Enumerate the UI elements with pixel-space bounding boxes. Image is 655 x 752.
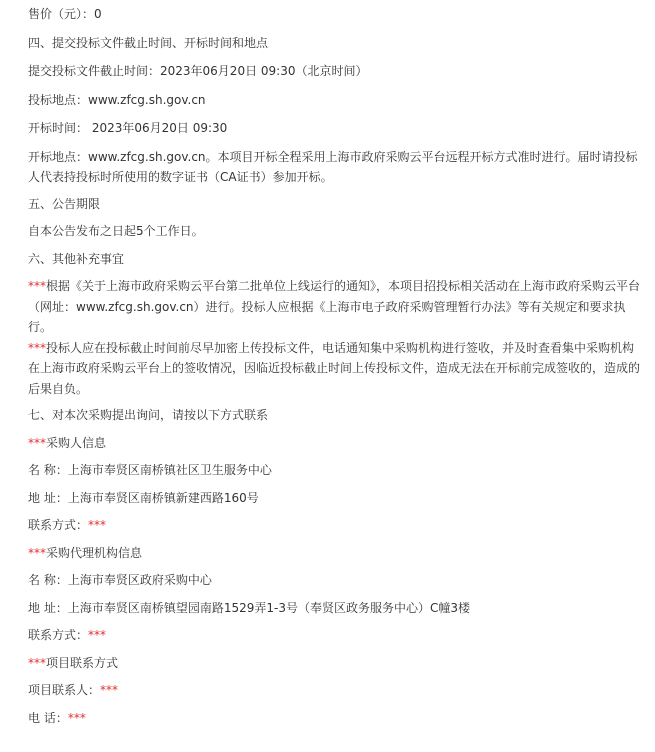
bid-location-line: 投标地点：www.zfcg.sh.gov.cn <box>28 92 206 107</box>
purchaser-info-heading: ***采购人信息 <box>28 435 107 450</box>
agency-address-line: 地 址：上海市奉贤区南桥镇望园南路1529弄1-3号（奉贤区政务服务中心）C幢3楼 <box>28 600 470 615</box>
purchaser-address-line: 地 址：上海市奉贤区南桥镇新建西路160号 <box>28 490 259 505</box>
purchaser-contact-line: 联系方式：*** <box>28 518 107 532</box>
section-heading-inquiry: 七、对本次采购提出询问，请按以下方式联系 <box>28 408 269 422</box>
section-heading-other-matters: 六、其他补充事宜 <box>28 251 125 266</box>
redacted-value: *** <box>100 683 119 697</box>
purchaser-name-line: 名 称：上海市奉贤区南桥镇社区卫生服务中心 <box>28 463 272 477</box>
section-heading-notice-period: 五、公告期限 <box>28 196 101 211</box>
project-contact-heading: ***项目联系方式 <box>28 655 119 670</box>
redacted-marker: *** <box>28 340 46 355</box>
upload-notice-paragraph: ***投标人应在投标截止时间前尽早加密上传投标文件，电话通知集中采购机构进行签收，并及时查看集中采购机构在上海市政府采购云平台上的签收情况，因临近投标截止时间上传投标文件，造成无法在开标前完成签收的，造成的后果自负。 <box>28 340 641 396</box>
redacted-value: *** <box>88 628 107 642</box>
agency-info-heading: ***采购代理机构信息 <box>28 545 143 560</box>
redacted-value: *** <box>88 518 107 532</box>
section-heading-deadline: 四、提交投标文件截止时间、开标时间和地点 <box>28 35 269 50</box>
agency-name-line: 名 称：上海市奉贤区政府采购中心 <box>28 573 212 587</box>
platform-notice-paragraph: ***根据《关于上海市政府采购云平台第二批单位上线运行的通知》，本项目招投标相关活动在上海市政府采购云平台（网址：www.zfcg.sh.gov.cn）进行。投标人应根据《上海市电子政府采购管理暂行办法》等有关规定和要求执行。 <box>28 279 641 334</box>
sale-price-line: 售价（元）：0 <box>28 7 102 21</box>
announcement-body <box>28 4 640 728</box>
redacted-marker: *** <box>28 655 46 670</box>
redacted-marker: *** <box>28 279 46 293</box>
bid-opening-location-paragraph: 开标地点：www.zfcg.sh.gov.cn。本项目开标全程采用上海市政府采购云平台远程开标方式准时进行。届时请投标人代表持投标时所使用的数字证书（CA证书）参加开标。 <box>28 149 638 184</box>
agency-contact-line: 联系方式：*** <box>28 628 107 642</box>
phone-line: 电 话：*** <box>28 710 86 725</box>
submission-deadline-line: 提交投标文件截止时间：2023年06月20日 09:30（北京时间） <box>28 64 368 78</box>
redacted-marker: *** <box>28 545 46 560</box>
redacted-marker: *** <box>28 435 46 450</box>
project-contact-person-line: 项目联系人：*** <box>28 683 119 697</box>
redacted-value: *** <box>67 710 86 725</box>
bid-opening-time-line: 开标时间： 2023年06月20日 09:30 <box>28 121 228 135</box>
notice-period-line: 自本公告发布之日起5个工作日。 <box>28 224 204 238</box>
